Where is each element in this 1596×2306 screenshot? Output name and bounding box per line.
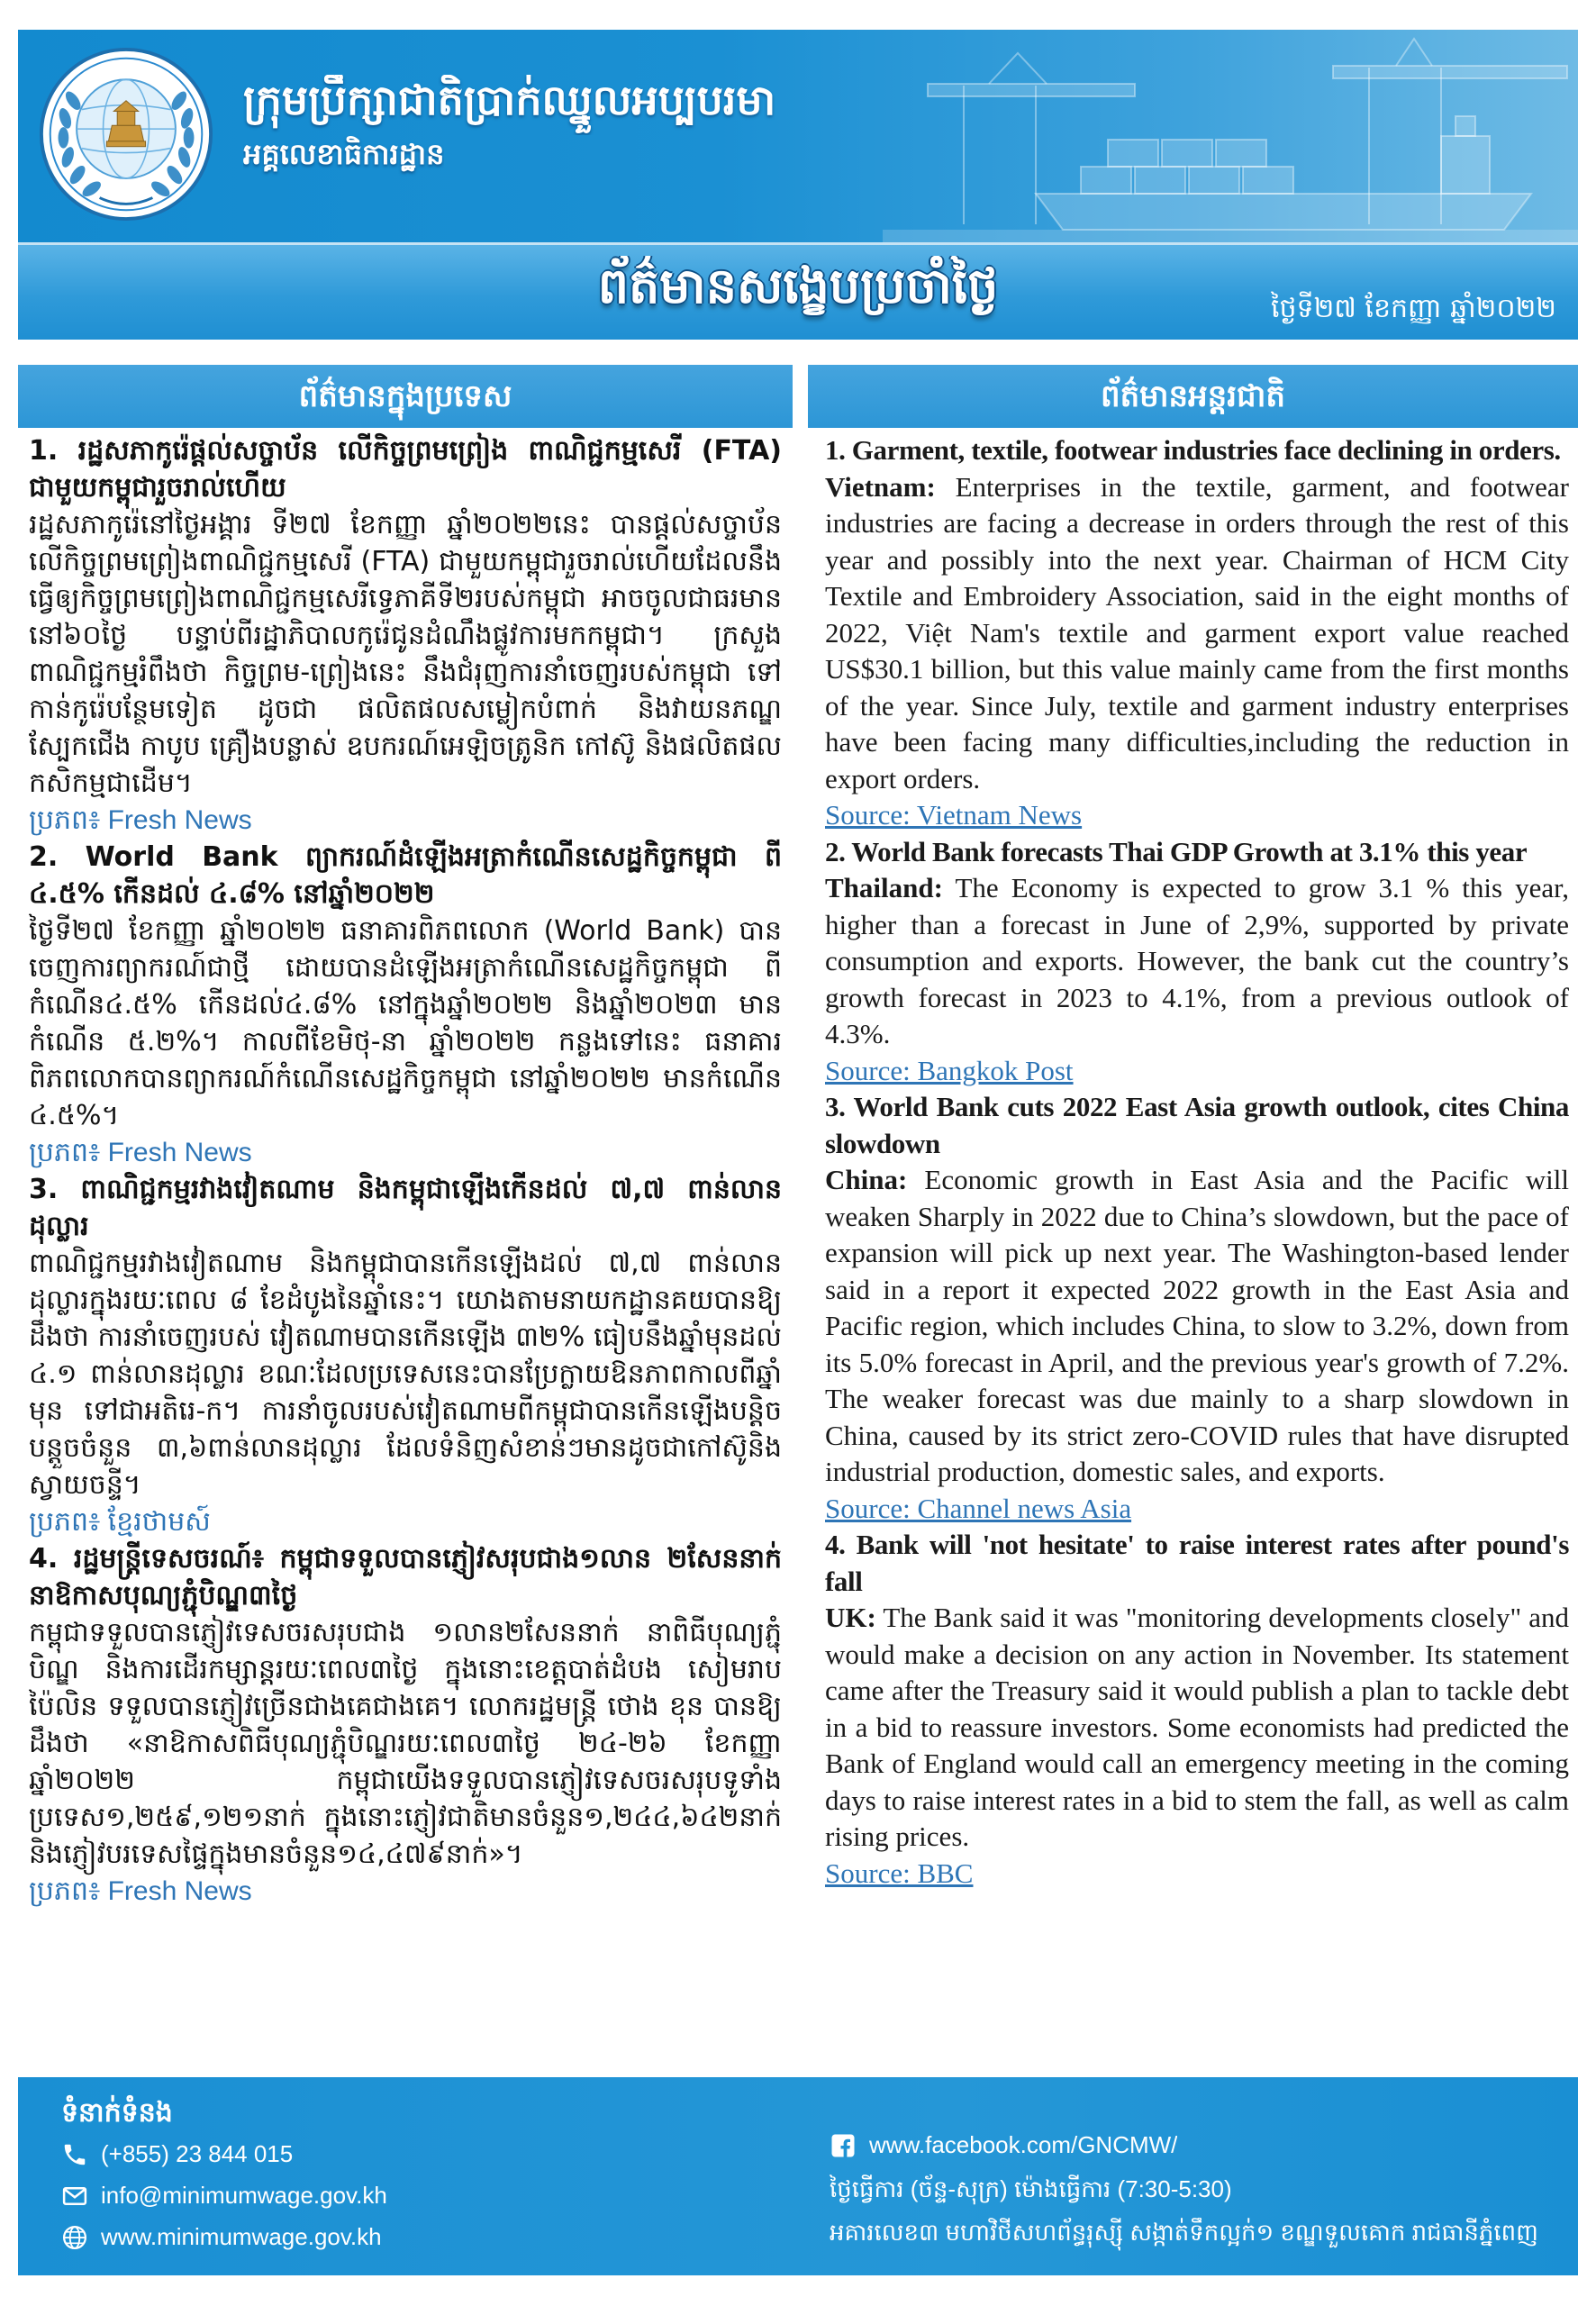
- international-news-body: [825, 870, 1569, 1053]
- phone-icon: [61, 2141, 88, 2168]
- news-country-label: UK:: [825, 1602, 876, 1633]
- international-news-body: [825, 1162, 1569, 1491]
- international-news-source-link[interactable]: Source: BBC: [825, 1857, 974, 1889]
- news-body-text: Economic growth in East Asia and the Pacific will weaken Sharply in 2022 due to China’s slowdown, but the pace of expansion will pick up next year. The Washington-based lender said in a report it expected 2022 growth in the East Asia and Pacific region, which includes China, to slow to 3.2%, down from its 5.0% forecast in April, and the previous year's growth of 7.2%. The weaker forecast was due mainly to a sharp slowdown in China, caused by its strict zero-COVID rules that have disrupted industrial production, domestic sales, and exports.: [825, 1164, 1569, 1487]
- international-news-title: 1. Garment, textile, footwear industries face declining in orders.: [825, 434, 1561, 466]
- domestic-news-title: 4. រដ្ឋមន្ត្រីទេសចរណ៍៖ កម្ពុជាទទួលបានភ្ញៀវសរុបជាង១លាន ២សែននាក់ នាឱកាសបុណ្យភ្ជុំបិណ្ឌ៣ថ្ងៃ: [29, 1543, 782, 1611]
- working-hours-text: ថ្ងៃធ្វើការ (ច័ន្ទ-សុក្រ) ម៉ោងធ្វើការ (7:30-5:30): [830, 2175, 1232, 2202]
- address-row: [830, 2218, 1538, 2252]
- page-footer: [18, 2077, 1578, 2275]
- domestic-news-item: [29, 1171, 782, 1540]
- organization-title: ក្រុមប្រឹក្សាជាតិប្រាក់ឈ្នួលអប្បបរមា: [243, 76, 776, 124]
- international-news-title: 4. Bank will 'not hesitate' to raise interest rates after pound's fall: [825, 1529, 1569, 1597]
- news-body-text: Enterprises in the textile, garment, and footwear industries are facing a decrease in orders through the rest of this year and possibly into the next year. Chairman of HCM City Textile and Embroidery Association, said in the eight months of 2022, Việt Nam's textile and garment export value reached US$30.1 billion, but this value mainly came from the first months of the year. Since July, textile and garment industry enterprises have been facing many difficulties,including the reduction in export orders.: [825, 470, 1569, 794]
- international-news-title: 3. World Bank cuts 2022 East Asia growth outlook, cites China slowdown: [825, 1091, 1569, 1159]
- address-text: អគារលេខ៣ មហាវិថីសហព័ន្ធរុស្ស៊ី សង្កាត់ទឹកល្អក់១ ខណ្ឌទួលគោក រាជធានីភ្នំពេញ: [830, 2219, 1538, 2246]
- international-news-column: [825, 432, 1569, 2074]
- international-news-source-link[interactable]: Source: Vietnam News: [825, 799, 1083, 831]
- working-hours-row: [830, 2174, 1232, 2209]
- organization-logo: [38, 46, 214, 222]
- domestic-news-column: [29, 432, 782, 2074]
- international-news-item: [825, 1527, 1569, 1892]
- news-body-text: The Bank said it was "monitoring developments closely" and would make a decision on any action in November. Its statement came after the Treasury said it would publish a plan to tackle debt in a bid to reassure investors. Some economists had predicted the Bank of England would call an emergency meeting in the coming days to raise interest rates in a bid to stem the fall, as well as calm rising prices.: [825, 1602, 1569, 1852]
- bulletin-title: ព័ត៌មានសង្ខេបប្រចាំថ្ងៃ: [597, 258, 999, 314]
- bulletin-date: ថ្ងៃទី២៧ ខែកញ្ញា ឆ្នាំ២០២២: [1270, 293, 1556, 324]
- domestic-news-body: រដ្ឋសភាកូរ៉េនៅថ្ងៃអង្គារ ទី២៧ ខែកញ្ញា ឆ្នាំ២០២២នេះ បានផ្តល់សច្ចាប័នលើកិច្ចព្រមព្រៀងពាណិជ្ជកម្មសេរី (FTA) ជាមួយកម្ពុជារួចរាល់ហើយដែលនឹងធ្វើឲ្យកិច្ចព្រមព្រៀងពាណិជ្ជកម្មសេរីទ្វេភាគីទី២របស់កម្ពុជា អាចចូលជាធរមាននៅ៦០ថ្ងៃ បន្ទាប់ពីរដ្ឋាភិបាលកូរ៉េជូនដំណឹងផ្លូវការមកកម្ពុជា។ ក្រសួងពាណិជ្ជកម្មរំពឹងថា កិច្ចព្រម-ព្រៀងនេះ នឹងជំរុញការនាំចេញរបស់កម្ពុជា ទៅកាន់កូរ៉េបន្ថែមទៀត ដូចជា ផលិតផលសម្លៀកបំពាក់ និងវាយនភណ្ឌ ស្បែកជើង កាបូប គ្រឿងបន្លាស់ ឧបករណ៍អេឡិចត្រូនិក កៅស៊ូ និងផលិតផលកសិកម្មជាដើម។: [29, 509, 782, 799]
- email-link[interactable]: info@minimumwage.gov.kh: [101, 2182, 387, 2209]
- international-news-body: [825, 1600, 1569, 1856]
- page-header: [18, 30, 1578, 340]
- domestic-news-item: [29, 1540, 782, 1910]
- facebook-row: [830, 2131, 1177, 2159]
- website-link[interactable]: www.minimumwage.gov.kh: [101, 2223, 382, 2250]
- envelope-icon: [61, 2183, 88, 2210]
- news-country-label: Thailand:: [825, 872, 943, 903]
- news-country-label: China:: [825, 1164, 908, 1195]
- international-news-item: [825, 1089, 1569, 1527]
- international-news-item: [825, 432, 1569, 834]
- globe-icon: [61, 2224, 88, 2251]
- international-news-source-link[interactable]: Source: Channel news Asia: [825, 1492, 1132, 1524]
- international-news-title: 2. World Bank forecasts Thai GDP Growth at 3.1% this year: [825, 835, 1528, 867]
- international-news-source-link[interactable]: Source: Bangkok Post: [825, 1054, 1074, 1086]
- organization-subtitle: អគ្គលេខាធិការដ្ឋាន: [243, 137, 445, 171]
- domestic-news-source-link[interactable]: ប្រភព៖ ខ្មែរថាមស៍: [29, 1507, 211, 1537]
- contact-heading: ទំនាក់ទំនង: [61, 2097, 173, 2129]
- title-band: [18, 242, 1578, 340]
- domestic-news-title: 2. World Bank ព្យាករណ៍ដំឡើងអត្រាកំណើនសេដ្ឋកិច្ចកម្ពុជា ពី ៤.៥% កើនដល់ ៤.៨% នៅឆ្នាំ២០២២: [29, 841, 782, 910]
- harbor-illustration: [883, 30, 1578, 242]
- domestic-news-body: កម្ពុជាទទួលបានភ្ញៀវទេសចរសរុបជាង ១លាន២សែននាក់ នាពិធីបុណ្យភ្ជុំបិណ្ឌ និងការដើរកម្សាន្តរយៈពេល៣ថ្ងៃ ក្នុងនោះខេត្តបាត់ដំបង សៀមរាប ប៉ៃលិន ទទួលបានភ្ញៀវច្រើនជាងគេជាងគេ។ លោករដ្ឋមន្ត្រី ថោង ខុន បានឱ្យដឹងថា «នាឱកាសពិធីបុណ្យភ្ជុំបិណ្ឌរយៈពេល៣ថ្ងៃ ២៤-២៦ ខែកញ្ញា ឆ្នាំ២០២២ កម្ពុជាយើងទទួលបានភ្ញៀវទេសចរសរុបទូទាំងប្រទេស១,២៥៩,១២១នាក់ ក្នុងនោះភ្ញៀវជាតិមានចំនួន១,២៤៤,៦៤២នាក់ និងភ្ញៀវបរទេសផ្ទៃក្នុងមានចំនួន១៤,៤៧៩នាក់»។: [29, 1617, 782, 1870]
- international-news-item: [825, 834, 1569, 1090]
- international-news-heading: ព័ត៌មានអន្តរជាតិ: [808, 365, 1578, 428]
- domestic-news-source-link[interactable]: ប្រភព៖ Fresh News: [29, 805, 252, 835]
- domestic-news-title: 3. ពាណិជ្ជកម្មរវាងវៀតណាម និងកម្ពុជាឡើងកើនដល់ ៧,៧ ពាន់លានដុល្លារ: [29, 1174, 782, 1242]
- domestic-news-source-link[interactable]: ប្រភព៖ Fresh News: [29, 1876, 252, 1906]
- domestic-news-body: ពាណិជ្ជកម្មរវាងវៀតណាម និងកម្ពុជាបានកើនឡើងដល់ ៧,៧ ពាន់លានដុល្លារក្នុងរយៈពេល ៨ ខែដំបូងនៃឆ្នាំនេះ។ យោងតាមនាយកដ្ឋានគយបានឱ្យដឹងថា ការនាំចេញរបស់ វៀតណាមបានកើនឡើង ៣២% ធៀបនឹងឆ្នាំមុនដល់ ៤.១ ពាន់លានដុល្លារ ខណៈដែលប្រទេសនេះបានប្រែក្លាយឱនភាពកាលពីឆ្នាំមុន ទៅជាអតិរេ-ក។ ការនាំចូលរបស់វៀតណាមពីកម្ពុជាបានកើនឡើងបន្តិចបន្តួចចំនួន ៣,៦ពាន់លានដុល្លារ ដែលទំនិញសំខាន់ៗមានដូចជាកៅស៊ូនិងស្វាយចន្ទី។: [29, 1248, 782, 1501]
- email-row: [61, 2182, 387, 2210]
- news-body-text: The Economy is expected to grow 3.1 % this year, higher than a forecast in June of 2,9%, supported by private consumption and exports. However, the bank cut the country’s growth forecast in 2023 to 4.1%, from a previous outlook of 4.3%.: [825, 872, 1569, 1049]
- news-country-label: Vietnam:: [825, 470, 936, 503]
- facebook-icon: [830, 2132, 857, 2159]
- domestic-news-heading: ព័ត៌មានក្នុងប្រទេស: [18, 365, 793, 428]
- international-news-body: [825, 469, 1569, 798]
- domestic-news-body: ថ្ងៃទី២៧ ខែកញ្ញា ឆ្នាំ២០២២ ធនាគារពិភពលោក (World Bank) បានចេញការព្យាករណ៍ជាថ្មី ដោយបានដំឡើងអត្រាកំណើនសេដ្ឋកិច្ចកម្ពុជា ពីកំណើន៤.៥% កើនដល់៤.៨% នៅក្នុងឆ្នាំ២០២២ និងឆ្នាំ២០២៣ មានកំណើន ៥.២%។ កាលពីខែមិថុ-នា ឆ្នាំ២០២២ កន្លងទៅនេះ ធនាគារពិភពលោកបានព្យាករណ៍កំណើនសេដ្ឋកិច្ចកម្ពុជា នៅឆ្នាំ២០២២ មានកំណើន ៤.៥%។: [29, 915, 782, 1131]
- facebook-link[interactable]: www.facebook.com/GNCMW/: [869, 2131, 1178, 2158]
- domestic-news-item: [29, 839, 782, 1171]
- phone-row: [61, 2140, 293, 2168]
- domestic-news-title: 1. រដ្ឋសភាកូរ៉េផ្តល់សច្ចាប័ន លើកិច្ចព្រមព្រៀង ពាណិជ្ជកម្មសេរី (FTA) ជាមួយកម្ពុជារួចរាល់ហើយ: [29, 435, 782, 504]
- website-row: [61, 2223, 382, 2251]
- domestic-news-item: [29, 432, 782, 839]
- domestic-news-source-link[interactable]: ប្រភព៖ Fresh News: [29, 1138, 252, 1167]
- phone-number-link[interactable]: (+855) 23 844 015: [101, 2140, 294, 2167]
